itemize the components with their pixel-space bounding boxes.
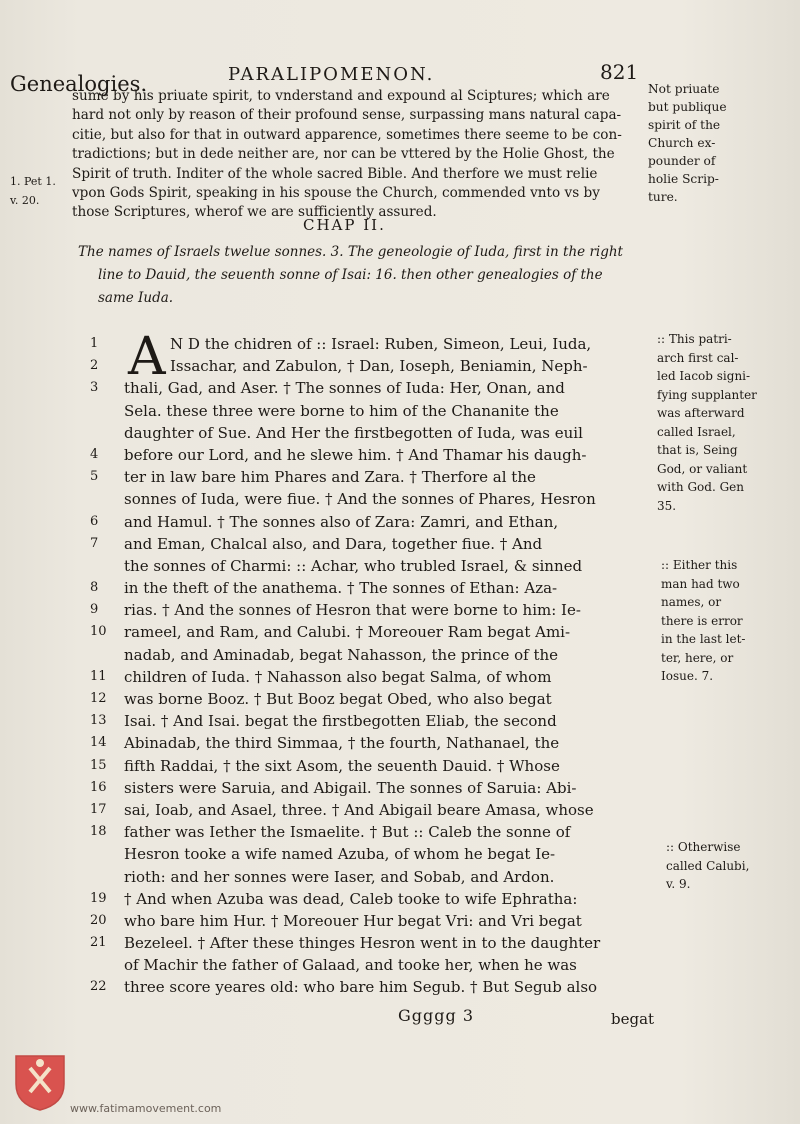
- note-line: God, or valiant: [657, 461, 748, 476]
- margin-note-two-names: [661, 556, 745, 686]
- verse-line: [90, 621, 650, 643]
- note-line: fying supplanter: [657, 387, 757, 402]
- summary-line: The names of Israels twelue sonnes. 3. The geneologie of Iuda, first in the right: [78, 244, 623, 260]
- verse-number: 9: [90, 602, 99, 618]
- verse-line: [90, 755, 650, 777]
- summary-line: same Iuda.: [98, 290, 174, 306]
- verse-number: 15: [90, 757, 107, 773]
- verse-number: 14: [90, 735, 107, 751]
- summary-line: line to Dauid, the seuenth sonne of Isai: 16. then other genealogies of the: [98, 267, 603, 283]
- verse-text: Hesron tooke a wife named Azuba, of whom he begat Ie-: [124, 845, 556, 864]
- verse-line: [90, 799, 650, 821]
- verse-number: 3: [90, 380, 99, 396]
- verse-text: was borne Booz. † But Booz begat Obed, who also begat: [124, 690, 552, 708]
- verse-line: [90, 932, 650, 954]
- verse-line: [90, 954, 650, 976]
- note-line: called Calubi,: [666, 858, 750, 873]
- verse-text: children of Iuda. † Nahasson also begat Salma, of whom: [124, 667, 552, 686]
- verse-text: ter in law bare him Phares and Zara. † Therfore al the: [124, 468, 536, 487]
- verse-text: and Hamul. † The sonnes also of Zara: Zamri, and Ethan,: [124, 512, 559, 531]
- intro-line: hard not only by reason of their profound sense, surpassing mans natural capa-: [72, 107, 622, 124]
- verse-number: 6: [90, 513, 99, 529]
- note-line: v. 9.: [666, 877, 691, 891]
- verse-number: 1: [90, 336, 99, 351]
- verse-number: 21: [90, 935, 107, 951]
- note-line: ture.: [648, 190, 678, 204]
- running-head-left: Genealogies.: [10, 72, 148, 96]
- intro-line: citie, but also for that in outward apparence, sometimes there seeme to be con-: [72, 126, 622, 143]
- chapter-heading: CHAP II.: [303, 216, 386, 234]
- verse-text: Abinadab, the third Simmaa, † the fourth, Nathanael, the: [124, 734, 560, 753]
- verse-line: [90, 688, 650, 710]
- verse-line: [90, 599, 650, 621]
- verse-text: N D the chidren of :: Israel: Ruben, Simeon, Leui, Iuda,: [170, 335, 592, 353]
- verse-text: thali, Gad, and Aser. † The sonnes of Iuda: Her, Onan, and: [124, 379, 565, 398]
- drop-cap: A: [128, 327, 166, 387]
- verse-line: [90, 333, 650, 355]
- note-line: arch first cal-: [657, 350, 739, 365]
- verse-line: [90, 533, 650, 555]
- verse-number: 12: [90, 691, 107, 706]
- verse-text: sisters were Saruia, and Abigail. The sonnes of Saruia: Abi-: [124, 778, 577, 797]
- verse-number: 2: [90, 358, 99, 374]
- note-line: with God. Gen: [657, 480, 745, 494]
- intro-line: tradictions; but in dede neither are, nor can be vttered by the Holie Ghost, the: [72, 146, 615, 163]
- verse-line: [90, 910, 650, 932]
- note-line: 35.: [657, 498, 677, 513]
- verse-line: [90, 377, 650, 399]
- note-line: Not priuate: [648, 82, 720, 96]
- intro-margin-note: [648, 80, 727, 206]
- verse-text: who bare him Hur. † Moreouer Hur begat Vri: and Vri begat: [124, 911, 582, 930]
- verse-text: Sela. these three were borne to him of the Chananite the: [124, 401, 559, 420]
- note-line: spirit of the: [648, 118, 721, 132]
- signature-mark: Ggggg 3: [398, 1006, 475, 1025]
- catchword: begat: [611, 1010, 655, 1028]
- ref-line: 1. Pet 1.: [10, 175, 56, 188]
- verse-text: fifth Raddai, † the sixt Asom, the seuenth Dauid. † Whose: [124, 756, 560, 775]
- verse-number: 10: [90, 624, 107, 640]
- verse-line: [90, 888, 650, 910]
- verse-number: 22: [90, 979, 107, 995]
- note-line: names, or: [661, 595, 722, 609]
- verse-line: [90, 666, 650, 688]
- note-line: was afterward: [657, 406, 745, 420]
- verse-line: [90, 400, 650, 422]
- verse-text: in the theft of the anathema. † The sonnes of Ethan: Aza-: [124, 579, 558, 598]
- verse-text: † And when Azuba was dead, Caleb tooke to wife Ephratha:: [124, 889, 578, 908]
- verse-line: [90, 422, 650, 444]
- verse-line: [90, 488, 650, 510]
- verse-line: [90, 555, 650, 577]
- running-head-title: PARALIPOMENON.: [228, 64, 435, 85]
- margin-note-calubi: [666, 838, 749, 894]
- note-line: pounder of: [648, 154, 716, 168]
- note-line: there is error: [661, 613, 743, 628]
- verse-text: and Eman, Chalcal also, and Dara, together fiue. † And: [124, 534, 543, 553]
- page-number: 821: [600, 60, 639, 84]
- verse-text: daughter of Sue. And Her the firstbegotten of Iuda, was euil: [124, 423, 583, 442]
- verse-line: [90, 843, 650, 865]
- verse-number: 16: [90, 779, 107, 795]
- verse-text: father was Iether the Ismaelite. † But :: Caleb the sonne of: [124, 823, 571, 842]
- verse-line: [90, 444, 650, 466]
- margin-note-israel: [657, 330, 757, 515]
- verse-line: [90, 710, 650, 732]
- verse-text: three score yeares old: who bare him Segub. † But Segub also: [124, 978, 598, 997]
- verse-text: Issachar, and Zabulon, † Dan, Ioseph, Beniamin, Neph-: [170, 357, 588, 376]
- verse-number: 4: [90, 446, 99, 462]
- note-line: holie Scrip-: [648, 172, 719, 186]
- note-line: man had two: [661, 576, 740, 591]
- verse-text: rioth: and her sonnes were Iaser, and Sobab, and Ardon.: [124, 867, 555, 886]
- verse-line: [90, 732, 650, 754]
- verse-text: before our Lord, and he slewe him. † And Thamar his daugh-: [124, 445, 587, 464]
- verse-line: [90, 866, 650, 888]
- note-line: that is, Seing: [657, 443, 738, 457]
- verse-text: Isai. † And Isai. begat the firstbegotten Eliab, the second: [124, 712, 557, 731]
- note-line: in the last let-: [661, 632, 746, 646]
- intro-paragraph: [72, 87, 642, 223]
- verse-number: 13: [90, 713, 107, 729]
- verse-text: sonnes of Iuda, were fiue. † And the sonnes of Phares, Hesron: [124, 490, 596, 509]
- footer-url: www.fatimamovement.com: [70, 1102, 222, 1115]
- verse-block: [90, 327, 650, 999]
- intro-line: vpon Gods Spirit, speaking in his spouse the Church, commended vnto vs by: [72, 185, 600, 202]
- verse-line: [90, 644, 650, 666]
- verse-number: 17: [90, 801, 107, 817]
- verse-line: [90, 511, 650, 533]
- verse-number: 7: [90, 535, 99, 551]
- verse-text: rameel, and Ram, and Calubi. † Moreouer Ram begat Ami-: [124, 623, 571, 642]
- verse-number: 8: [90, 580, 99, 596]
- note-line: led Iacob signi-: [657, 369, 751, 383]
- verse-text: rias. † And the sonnes of Hesron that were borne to him: Ie-: [124, 601, 581, 620]
- verse-line: [90, 777, 650, 799]
- verse-line: [90, 355, 650, 377]
- verse-text: Bezeleel. † After these thinges Hesron went in to the daughter: [124, 934, 601, 953]
- verse-number: 18: [90, 824, 107, 840]
- note-line: Iosue. 7.: [661, 669, 714, 683]
- ref-line: v. 20.: [10, 194, 40, 207]
- intro-line: Spirit of truth. Inditer of the whole sacred Bible. And therfore we must relie: [72, 165, 598, 182]
- verse-number: 11: [90, 668, 107, 684]
- note-line: :: Otherwise: [666, 840, 741, 854]
- verse-number: 19: [90, 890, 107, 906]
- chapter-summary: [78, 241, 623, 310]
- verse-line: [90, 821, 650, 843]
- verse-text: the sonnes of Charmi: :: Achar, who trubled Israel, & sinned: [124, 556, 583, 575]
- note-line: :: Either this: [661, 558, 738, 572]
- verse-text: nadab, and Aminadab, begat Nahasson, the prince of the: [124, 645, 559, 664]
- verse-line: [90, 466, 650, 488]
- note-line: called Israel,: [657, 424, 736, 439]
- note-line: :: This patri-: [657, 332, 732, 346]
- note-line: Church ex-: [648, 136, 716, 150]
- intro-line: those Scriptures, wherof we are sufficiently assured.: [72, 204, 437, 221]
- intro-line: sume by his priuate spirit, to vnderstand and expound al Sciptures; which are: [72, 88, 610, 104]
- left-scripture-references: [10, 172, 56, 210]
- verse-text: of Machir the father of Galaad, and tooke her, when he was: [124, 956, 577, 975]
- verse-text: sai, Ioab, and Asael, three. † And Abigail beare Amasa, whose: [124, 800, 594, 819]
- verse-line: [90, 577, 650, 599]
- papal-emblem-icon: [12, 1052, 68, 1112]
- verse-number: 20: [90, 912, 107, 928]
- verse-number: 5: [90, 469, 99, 485]
- note-line: ter, here, or: [661, 650, 734, 665]
- verse-line: [90, 976, 650, 998]
- note-line: but publique: [648, 100, 727, 114]
